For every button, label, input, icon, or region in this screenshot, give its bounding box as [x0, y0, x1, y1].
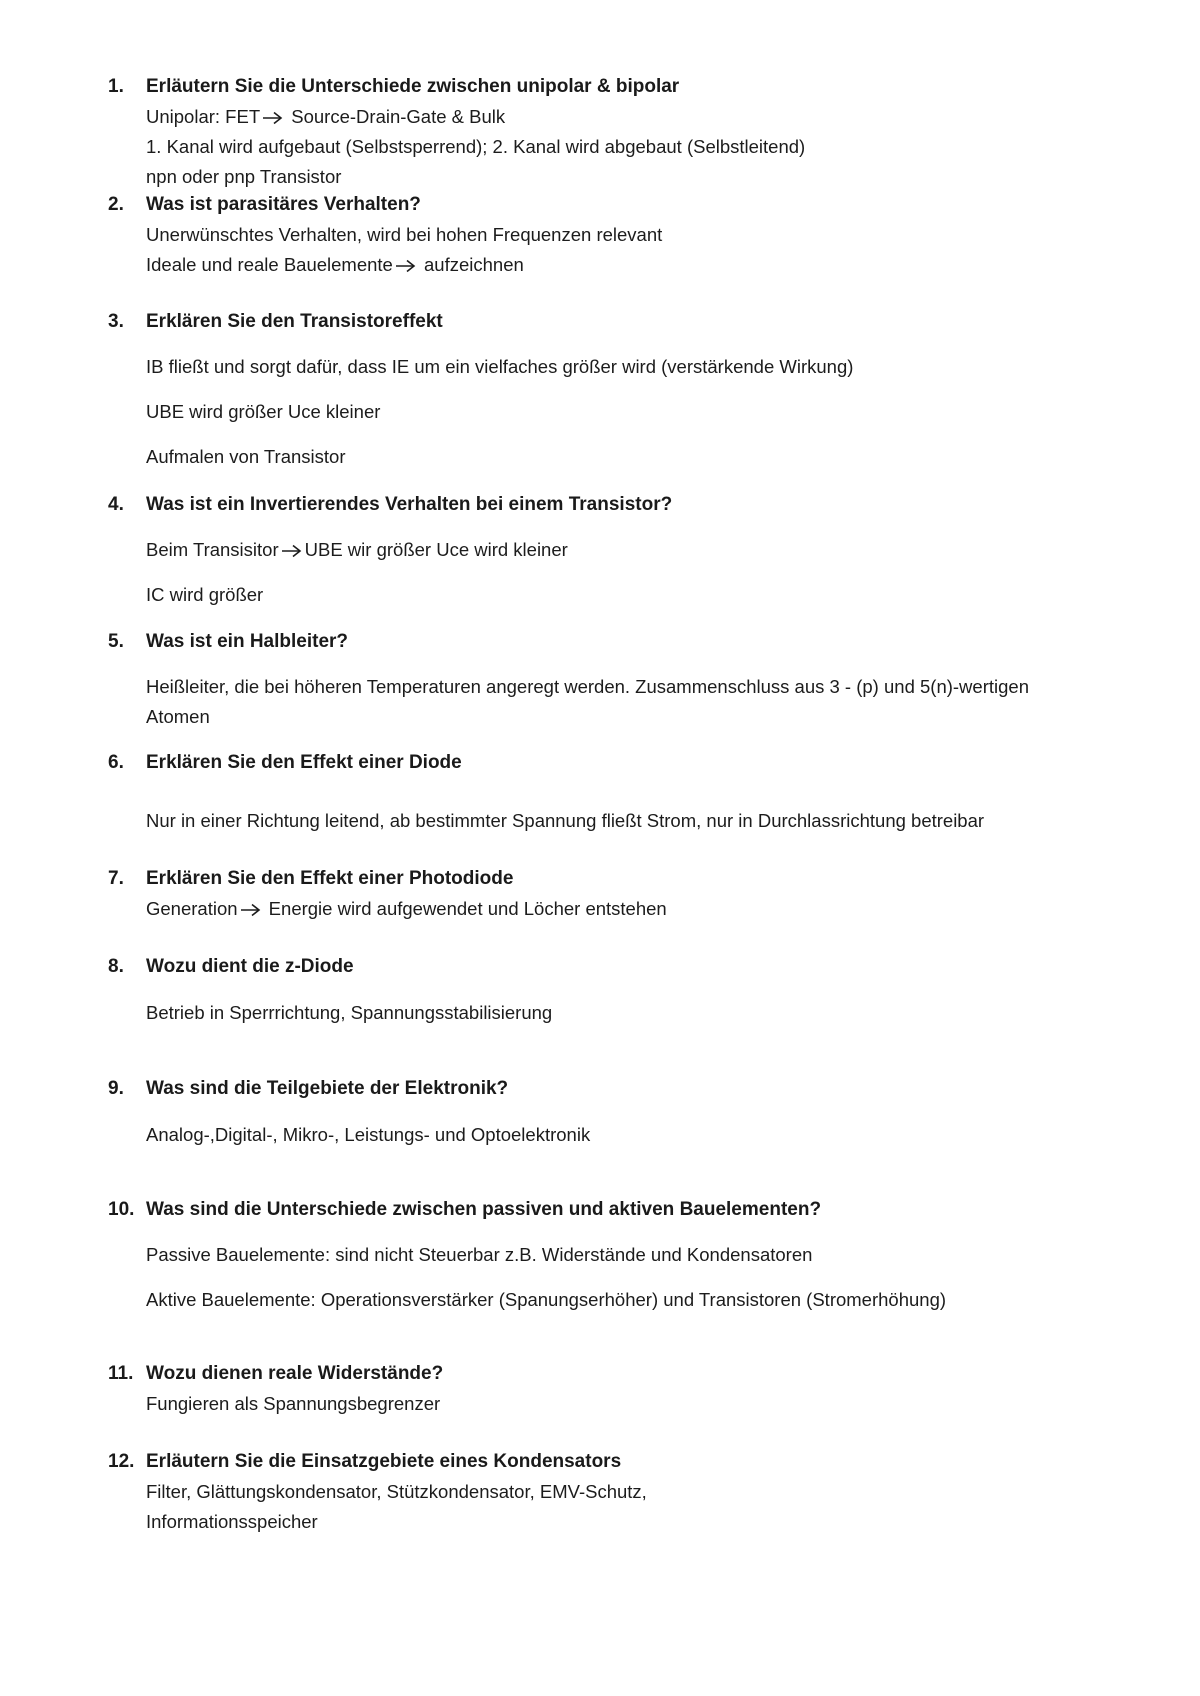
question-number: 7.	[108, 868, 124, 889]
question-text: Was sind die Unterschiede zwischen passiven und aktiven Bauelementen?	[146, 1199, 822, 1220]
question-heading	[108, 190, 1118, 220]
question-heading	[108, 864, 1118, 894]
answer-line: Unerwünschtes Verhalten, wird bei hohen Frequenzen relevant	[146, 224, 663, 245]
question-heading	[108, 1074, 1118, 1104]
answer-line: Heißleiter, die bei höheren Temperaturen angeregt werden. Zusammenschluss aus 3 - (p) und 5(n)-wertigen Atomen	[146, 676, 1029, 727]
answer-text: UBE wir größer Uce wird kleiner	[304, 539, 568, 560]
question-heading	[108, 307, 1118, 337]
question-heading	[108, 952, 1118, 982]
question-number: 6.	[108, 752, 124, 773]
answer-text: Beim Transisitor	[146, 539, 279, 560]
question-text: Erläutern Sie die Unterschiede zwischen unipolar & bipolar	[146, 76, 680, 97]
question-number: 12.	[108, 1451, 135, 1472]
right-arrow-icon	[262, 111, 284, 125]
question-text: Wozu dient die z-Diode	[146, 956, 354, 977]
question-text: Was ist ein Halbleiter?	[146, 631, 349, 652]
question-number: 3.	[108, 311, 124, 332]
question-block-10	[108, 1195, 1118, 1315]
answer-text: aufzeichnen	[418, 254, 524, 275]
question-text: Was ist parasitäres Verhalten?	[146, 194, 421, 215]
question-text: Erklären Sie den Effekt einer Photodiode	[146, 868, 514, 889]
question-text: Erklären Sie den Effekt einer Diode	[146, 752, 462, 773]
question-number: 4.	[108, 494, 124, 515]
answer-line: Fungieren als Spannungsbegrenzer	[146, 1393, 441, 1414]
answer-line	[146, 535, 1118, 565]
question-heading	[108, 1195, 1118, 1225]
question-text: Was ist ein Invertierendes Verhalten bei einem Transistor?	[146, 494, 673, 515]
question-text: Wozu dienen reale Widerstände?	[146, 1363, 444, 1384]
answer-text: Ideale und reale Bauelemente	[146, 254, 393, 275]
answer-text: Generation	[146, 898, 238, 919]
answer-text: Source-Drain-Gate & Bulk	[286, 106, 506, 127]
answer-line: 1. Kanal wird aufgebaut (Selbstsperrend); 2. Kanal wird abgebaut (Selbstleitend)	[146, 136, 806, 157]
question-number: 1.	[108, 76, 124, 97]
right-arrow-icon	[395, 259, 417, 273]
question-heading	[108, 72, 1118, 102]
question-text: Was sind die Teilgebiete der Elektronik?	[146, 1078, 509, 1099]
question-number: 10.	[108, 1199, 135, 1220]
answer-line: Analog-,Digital-, Mikro-, Leistungs- und Optoelektronik	[146, 1124, 591, 1145]
question-number: 8.	[108, 956, 124, 977]
question-block-9	[108, 1074, 1118, 1150]
question-block-1	[108, 72, 1118, 192]
answer-line	[146, 102, 1118, 132]
answer-text: Unipolar: FET	[146, 106, 261, 127]
answer-line: IC wird größer	[146, 584, 264, 605]
question-heading	[108, 490, 1118, 520]
answer-line: Aufmalen von Transistor	[146, 446, 346, 467]
answer-line: UBE wird größer Uce kleiner	[146, 401, 381, 422]
answer-line: Passive Bauelemente: sind nicht Steuerbar z.B. Widerstände und Kondensatoren	[146, 1244, 813, 1265]
question-block-12	[108, 1447, 1118, 1537]
question-block-4	[108, 490, 1118, 610]
question-block-8	[108, 952, 1118, 1028]
answer-line: npn oder pnp Transistor	[146, 166, 342, 187]
answer-line: Nur in einer Richtung leitend, ab bestimmter Spannung fließt Strom, nur in Durchlassrichtung betreibar	[146, 810, 985, 831]
question-heading	[108, 1447, 1118, 1477]
question-number: 5.	[108, 631, 124, 652]
question-text: Erläutern Sie die Einsatzgebiete eines Kondensators	[146, 1451, 622, 1472]
question-heading	[108, 748, 1118, 778]
question-number: 11.	[108, 1363, 134, 1384]
answer-line: IB fließt und sorgt dafür, dass IE um ein vielfaches größer wird (verstärkende Wirkung)	[146, 356, 854, 377]
question-heading	[108, 1359, 1118, 1389]
question-block-6	[108, 748, 1118, 836]
answer-line: Betrieb in Sperrrichtung, Spannungsstabilisierung	[146, 1002, 553, 1023]
right-arrow-icon	[281, 544, 303, 558]
answer-line: Filter, Glättungskondensator, Stützkondensator, EMV-Schutz,	[146, 1481, 647, 1502]
answer-line: Aktive Bauelemente: Operationsverstärker (Spanungserhöher) und Transistoren (Stromerhöhung)	[146, 1289, 947, 1310]
question-block-3	[108, 307, 1118, 472]
question-number: 9.	[108, 1078, 124, 1099]
answer-line	[146, 894, 1118, 924]
question-block-11	[108, 1359, 1118, 1419]
question-block-7	[108, 864, 1118, 924]
question-heading	[108, 627, 1118, 657]
answer-line: Informationsspeicher	[146, 1511, 318, 1532]
answer-line	[146, 250, 1118, 280]
question-text: Erklären Sie den Transistoreffekt	[146, 311, 443, 332]
question-block-5	[108, 627, 1118, 732]
question-block-2	[108, 190, 1118, 280]
question-number: 2.	[108, 194, 124, 215]
right-arrow-icon	[240, 903, 262, 917]
answer-text: Energie wird aufgewendet und Löcher entstehen	[263, 898, 667, 919]
